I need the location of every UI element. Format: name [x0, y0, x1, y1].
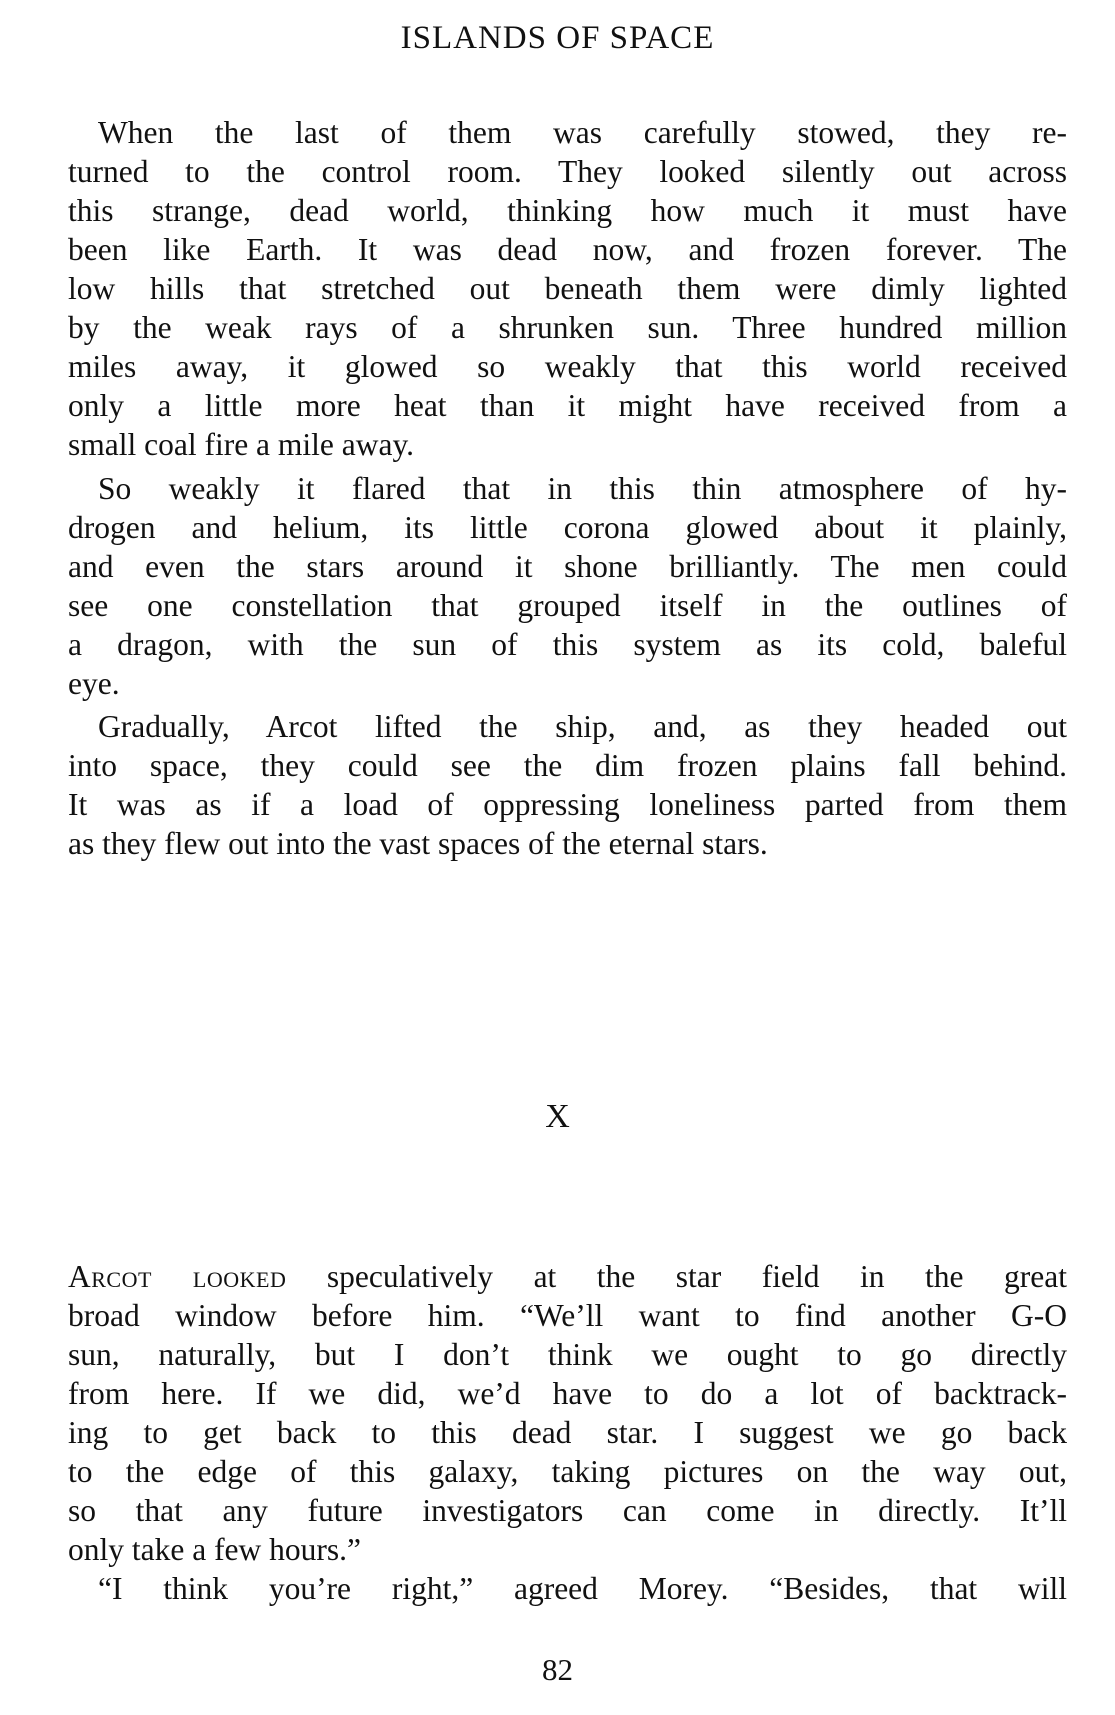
- text-line: turned to the control room. They looked silently out across: [68, 154, 1067, 189]
- text-line: ing to get back to this dead star. I suggest we go back: [68, 1415, 1067, 1450]
- text-line: been like Earth. It was dead now, and frozen forever. The: [68, 232, 1067, 267]
- text-line: to the edge of this galaxy, taking pictures on the way out,: [68, 1454, 1067, 1489]
- text-line: It was as if a load of oppressing loneliness parted from them: [68, 787, 1067, 822]
- text-line: into space, they could see the dim frozen plains fall behind.: [68, 748, 1067, 783]
- running-head: ISLANDS OF SPACE: [400, 20, 715, 56]
- text-line-rest: speculatively at the star field in the great: [286, 1259, 1067, 1294]
- chapter-number: X: [545, 1098, 570, 1135]
- page-number: 82: [542, 1652, 573, 1687]
- text-line: Gradually, Arcot lifted the ship, and, as they headed out: [98, 709, 1067, 744]
- text-line: low hills that stretched out beneath them were dimly lighted: [68, 271, 1067, 306]
- text-line: so that any future investigators can come in directly. It’ll: [68, 1493, 1067, 1528]
- text-line: eye.: [68, 666, 120, 701]
- text-line: by the weak rays of a shrunken sun. Three hundred million: [68, 310, 1067, 345]
- text-line: drogen and helium, its little corona glowed about it plainly,: [68, 510, 1067, 545]
- text-line: So weakly it flared that in this thin atmosphere of hy-: [98, 471, 1067, 506]
- text-line: sun, naturally, but I don’t think we ought to go directly: [68, 1337, 1067, 1372]
- paragraph: [68, 469, 1067, 703]
- text-line: small coal fire a mile away.: [68, 427, 415, 462]
- chapter-opening-paragraph: [68, 1257, 1067, 1608]
- paragraph: [68, 113, 1067, 464]
- text-line: [68, 1257, 1067, 1296]
- text-line: only take a few hours.”: [68, 1532, 362, 1567]
- text-line: see one constellation that grouped itself in the outlines of: [68, 588, 1067, 623]
- small-caps-lead: Arcot looked: [68, 1259, 287, 1294]
- text-line: “I think you’re right,” agreed Morey. “Besides, that will: [98, 1571, 1067, 1606]
- text-line: from here. If we did, we’d have to do a lot of backtrack-: [68, 1376, 1067, 1411]
- text-line: a dragon, with the sun of this system as its cold, baleful: [68, 627, 1067, 662]
- text-line: When the last of them was carefully stowed, they re-: [98, 115, 1067, 150]
- text-line: only a little more heat than it might have received from a: [68, 388, 1067, 423]
- text-line: this strange, dead world, thinking how much it must have: [68, 193, 1067, 228]
- paragraph: [68, 707, 1067, 863]
- text-line: as they flew out into the vast spaces of the eternal stars.: [68, 826, 768, 861]
- text-line: broad window before him. “We’ll want to find another G-O: [68, 1298, 1067, 1333]
- text-line: and even the stars around it shone brilliantly. The men could: [68, 549, 1067, 584]
- text-line: miles away, it glowed so weakly that this world received: [68, 349, 1067, 384]
